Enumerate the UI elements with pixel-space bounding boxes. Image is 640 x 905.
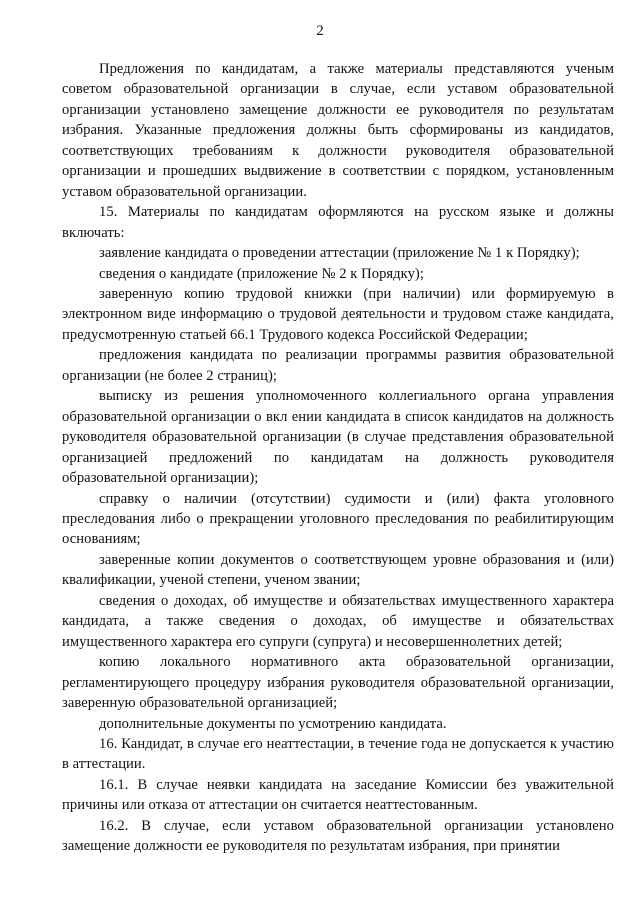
paragraph: 16.2. В случае, если уставом образовательной организации установлено замещение должности ее руководителя по результатам избрания, при принятии: [62, 817, 614, 855]
paragraph: 16. Кандидат, в случае его неаттестации, в течение года не допускается к участию в аттестации.: [62, 735, 614, 773]
paragraph: Предложения по кандидатам, а также материалы представляются ученым советом образовательной организации в случае, если уставом образовательной организации установлено замещение должности ее руководителя по результатам избрания. Указанные предложения должны быть сформированы из кандидатов, соответствующих требованиям к должности руководителя образовательной организации и прошедших выдвижение в соответствии с порядком, установленным уставом образовательной организации.: [62, 61, 614, 200]
paragraph: 16.1. В случае неявки кандидата на заседание Комиссии без уважительной причины или отказа от аттестации он считается неаттестованным.: [62, 776, 614, 814]
list-item: сведения о кандидате (приложение № 2 к Порядку);: [99, 265, 424, 282]
page-number: 2: [316, 23, 324, 39]
list-item: справку о наличии (отсутствии) судимости и (или) факта уголовного преследования либо о прекращении уголовного преследования по реабилитирующим основаниям;: [62, 490, 614, 548]
list-item: заверенные копии документов о соответствующем уровне образования и (или) квалификации, ученой степени, ученом звании;: [62, 551, 614, 589]
list-item: выписку из решения уполномоченного коллегиального органа управления образовательной организации о вкл ении кандидата в список кандидатов на должность руководителя образовательной организации (в случае представления образовательной организацией предложений по кандидатам на должность руководителя образовательной организации);: [62, 388, 614, 487]
list-item: дополнительные документы по усмотрению кандидата.: [99, 715, 447, 732]
document-body: [62, 59, 614, 857]
paragraph: 15. Материалы по кандидатам оформляются на русском языке и должны включать:: [62, 204, 614, 241]
list-item: заверенную копию трудовой книжки (при наличии) или формируемую в электронном виде информацию о трудовой деятельности и трудовом стаже кандидата, предусмотренную статьей 66.1 Трудового кодекса Российской Федерации;: [62, 285, 614, 343]
list-item: предложения кандидата по реализации программы развития образовательной организации (не более 2 страниц);: [62, 347, 614, 384]
list-item: копию локального нормативного акта образовательной организации, регламентирующего процедуру избрания руководителя образовательной организации, заверенную образовательной организацией;: [62, 654, 614, 712]
list-item: заявление кандидата о проведении аттестации (приложение № 1 к Порядку);: [99, 245, 580, 262]
list-item: сведения о доходах, об имуществе и обязательствах имущественного характера кандидата, а также сведения о доходах, об имуществе и обязательствах имущественного характера его супруги (супруга) и несовершеннолетних детей;: [62, 592, 614, 650]
